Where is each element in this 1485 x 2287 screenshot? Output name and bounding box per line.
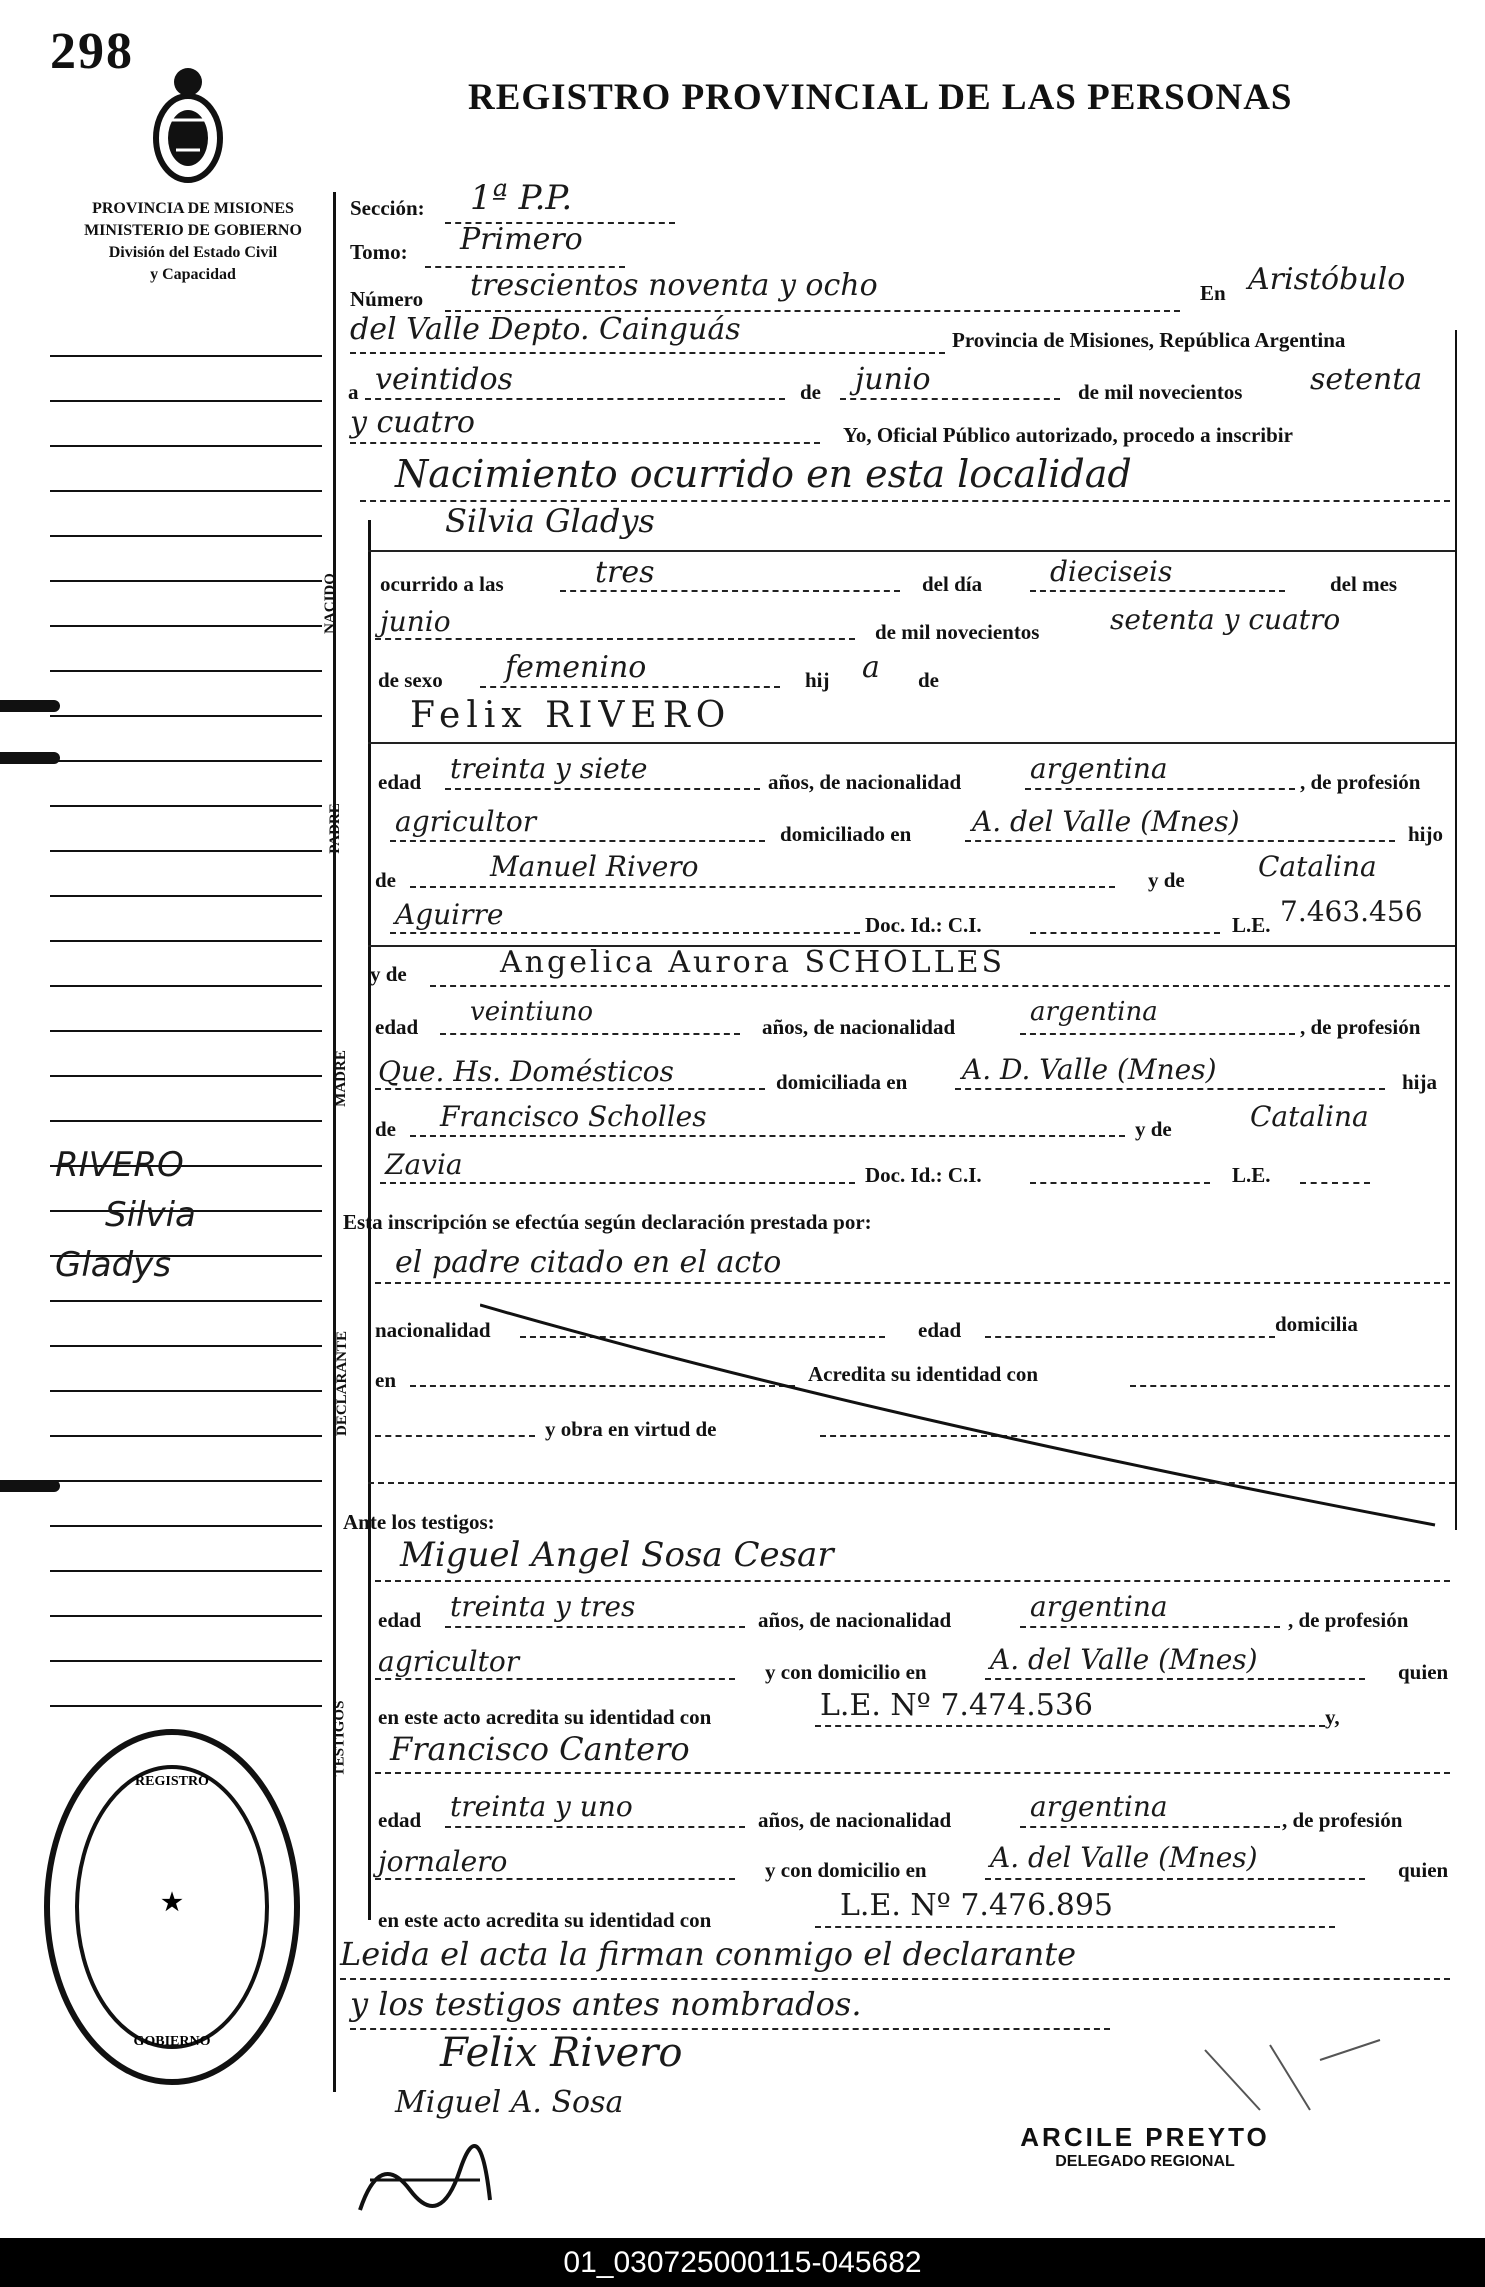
t2-doc: L.E. Nº 7.476.895 [840,1888,1114,1923]
binder-tab [0,700,60,712]
t2-nac-label: años, de nacionalidad [758,1808,952,1832]
org-line-4: y Capacidad [150,266,236,283]
madre-dom: A. D. Valle (Mnes) [962,1053,1217,1086]
tipo-acta: Nacimiento ocurrido en esta localidad [395,452,1132,496]
padre-yde-label: y de [1148,868,1185,892]
padre-nac: argentina [1030,752,1168,785]
t2-edad-label: edad [378,1808,422,1832]
delegado-name: ARCILE PREYTO [1020,2122,1270,2152]
padre-dom-label: domiciliado en [780,822,912,846]
padre-nac-label: años, de nacionalidad [768,770,962,794]
binder-tab [0,1480,60,1492]
padre-le: 7.463.456 [1280,895,1423,928]
padre-doc-label: Doc. Id.: C.I. [865,913,982,937]
madre-madre-apellido: Zavia [385,1148,463,1181]
provincia-label: Provincia de Misiones, República Argentina [952,328,1346,352]
anio2-value: y cuatro [350,405,475,440]
binder-tab [0,752,60,764]
en-label: En [1200,281,1226,305]
padre-dom: A. del Valle (Mnes) [972,805,1240,838]
madre-nac-label: años, de nacionalidad [762,1015,956,1039]
padre-madre-apellido: Aguirre [395,898,504,931]
t2-prof-label: , de profesión [1282,1808,1403,1832]
de-label: de [800,380,821,404]
t2-edad: treinta y uno [450,1790,633,1823]
t2-dom-label: y con domicilio en [765,1858,927,1882]
madre-yde-label: y de [370,962,407,986]
side-padre: PADRE [326,803,343,854]
t1-prof: agricultor [378,1645,520,1678]
t2-nac: argentina [1030,1790,1168,1823]
padre-prof-label: , de profesión [1300,770,1421,794]
de-hij-label: de [918,668,939,692]
decl-edad-label: edad [918,1318,962,1342]
numero-value: trescientos noventa y ocho [470,268,878,303]
padre-edad: treinta y siete [450,752,648,785]
t2-acredita-label: en este acto acredita su identidad con [378,1908,712,1932]
a-label: a [348,380,359,404]
madre-padre: Francisco Scholles [440,1100,707,1133]
del-mes-label: del mes [1330,572,1398,596]
padre-nombre: Felix RIVERO [410,695,732,736]
madre-prof-label: , de profesión [1300,1015,1421,1039]
madre-edad-label: edad [375,1015,419,1039]
padre-le-label: L.E. [1232,913,1271,937]
t1-edad: treinta y tres [450,1590,636,1623]
sexo-value: femenino [505,650,647,685]
form-left-border [333,192,336,2092]
de-mil-nov-label: de mil novecientos [875,620,1040,644]
t1-quien-label: quien [1398,1660,1449,1684]
side-testigos: TESTIGOS [331,1700,348,1777]
delegado-stamp [1005,2122,1285,2171]
tomo-label: Tomo: [350,240,408,264]
org-line-3: División del Estado Civil [108,244,278,261]
signature-scribble [350,2140,500,2230]
org-header [48,198,338,286]
form-right-border [1455,330,1457,1530]
madre-hija-label: hija [1402,1070,1438,1094]
numero-label: Número [350,287,424,311]
side-nacido: NACIDO [321,573,338,634]
nombre-nacido: Silvia Gladys [445,502,655,540]
t2-quien-label: quien [1398,1858,1449,1882]
seccion-value: 1ª P.P. [470,178,573,218]
testigo1-nombre: Miguel Angel Sosa Cesar [400,1535,834,1575]
madre-nombre: Angelica Aurora SCHOLLES [500,945,1006,980]
t1-nac-label: años, de nacionalidad [758,1608,952,1632]
yo-label: Yo, Oficial Público autorizado, procedo a inscribir [843,423,1293,447]
padre-prof: agricultor [395,805,537,838]
decl-nac-label: nacionalidad [375,1318,491,1342]
padre-de-label: de [375,868,396,892]
signature-oficial [1200,2030,1390,2120]
inscripcion-label: Esta inscripción se efectúa según declaración prestada por: [343,1210,872,1234]
testigo2-nombre: Francisco Cantero [390,1730,690,1768]
t2-prof: jornalero [378,1845,508,1878]
de-mil-label: de mil novecientos [1078,380,1243,404]
cierre-line2: y los testigos antes nombrados. [350,1985,862,2023]
org-line-1: PROVINCIA DE MISIONES [92,200,294,217]
testigos-label: Ante los testigos: [343,1510,495,1534]
madre-madre: Catalina [1250,1100,1369,1133]
del-dia-label: del día [922,572,983,596]
en-value: Aristóbulo [1248,262,1406,297]
cancel-stroke [480,1300,1440,1530]
anio-value: setenta y cuatro [1110,603,1341,636]
signature-testigo: Miguel A. Sosa [395,2085,624,2120]
page-number: 298 [50,23,134,80]
madre-edad: veintiuno [470,997,594,1027]
seccion-label: Sección: [350,196,425,220]
t1-nac: argentina [1030,1590,1168,1623]
lugar-value: del Valle Depto. Cainguás [350,312,741,347]
decl-en-label: en [375,1368,396,1392]
official-stamp-seal [40,1725,305,2090]
padre-edad-label: edad [378,770,422,794]
hora-value: tres [595,555,655,590]
mes-value: junio [380,605,451,638]
madre-nac: argentina [1030,997,1158,1027]
t1-dom-label: y con domicilio en [765,1660,927,1684]
anio1-value: setenta [1310,362,1423,397]
madre-yde2-label: y de [1135,1117,1172,1141]
decl-domicilia-label: domicilia [1275,1312,1358,1336]
side-declarante: DECLARANTE [334,1330,351,1437]
ocurrido-label: ocurrido a las [380,572,504,596]
svg-text:★: ★ [161,1890,183,1916]
margin-note-name1: Silvia [105,1195,196,1235]
page-title: REGISTRO PROVINCIAL DE LAS PERSONAS [468,77,1293,118]
hij-suffix: a [862,650,880,685]
dia-inscr-value: veintidos [375,362,513,397]
t1-dom: A. del Valle (Mnes) [990,1643,1258,1676]
padre-padre: Manuel Rivero [490,850,699,883]
madre-doc-label: Doc. Id.: C.I. [865,1163,982,1187]
coat-of-arms-emblem [148,60,228,190]
scan-id-footer: 01_030725000115-045682 [0,2238,1485,2287]
org-line-2: MINISTERIO DE GOBIERNO [84,222,302,239]
madre-de-label: de [375,1117,396,1141]
padre-madre: Catalina [1258,850,1377,883]
svg-text:GOBIERNO: GOBIERNO [133,2034,211,2049]
madre-prof: Que. Hs. Domésticos [378,1055,674,1088]
sexo-label: de sexo [378,668,443,692]
tomo-value: Primero [460,222,583,257]
cierre-line1: Leida el acta la firman conmigo el declarante [340,1935,1077,1973]
margin-note-surname: RIVERO [55,1145,184,1185]
signature-declarante: Felix Rivero [440,2030,683,2076]
t1-edad-label: edad [378,1608,422,1632]
t1-y-label: y, [1325,1705,1340,1729]
dia-value: dieciseis [1050,555,1173,588]
madre-le-label: L.E. [1232,1163,1271,1187]
declaracion-value: el padre citado en el acto [395,1245,782,1280]
t1-doc: L.E. Nº 7.474.536 [820,1688,1094,1723]
decl-acredita-label: Acredita su identidad con [808,1362,1039,1386]
margin-note-name2: Gladys [55,1245,172,1285]
t1-prof-label: , de profesión [1288,1608,1409,1632]
padre-hijo-label: hijo [1408,822,1444,846]
mes-inscr-value: junio [855,362,931,397]
decl-obra-label: y obra en virtud de [545,1417,717,1441]
side-madre: MADRE [332,1050,349,1107]
hij-label: hij [805,668,830,692]
t1-acredita-label: en este acto acredita su identidad con [378,1705,712,1729]
t2-dom: A. del Valle (Mnes) [990,1841,1258,1874]
svg-text:REGISTRO: REGISTRO [135,1774,209,1789]
delegado-title: DELEGADO REGIONAL [1055,2153,1235,2170]
madre-dom-label: domiciliada en [776,1070,908,1094]
